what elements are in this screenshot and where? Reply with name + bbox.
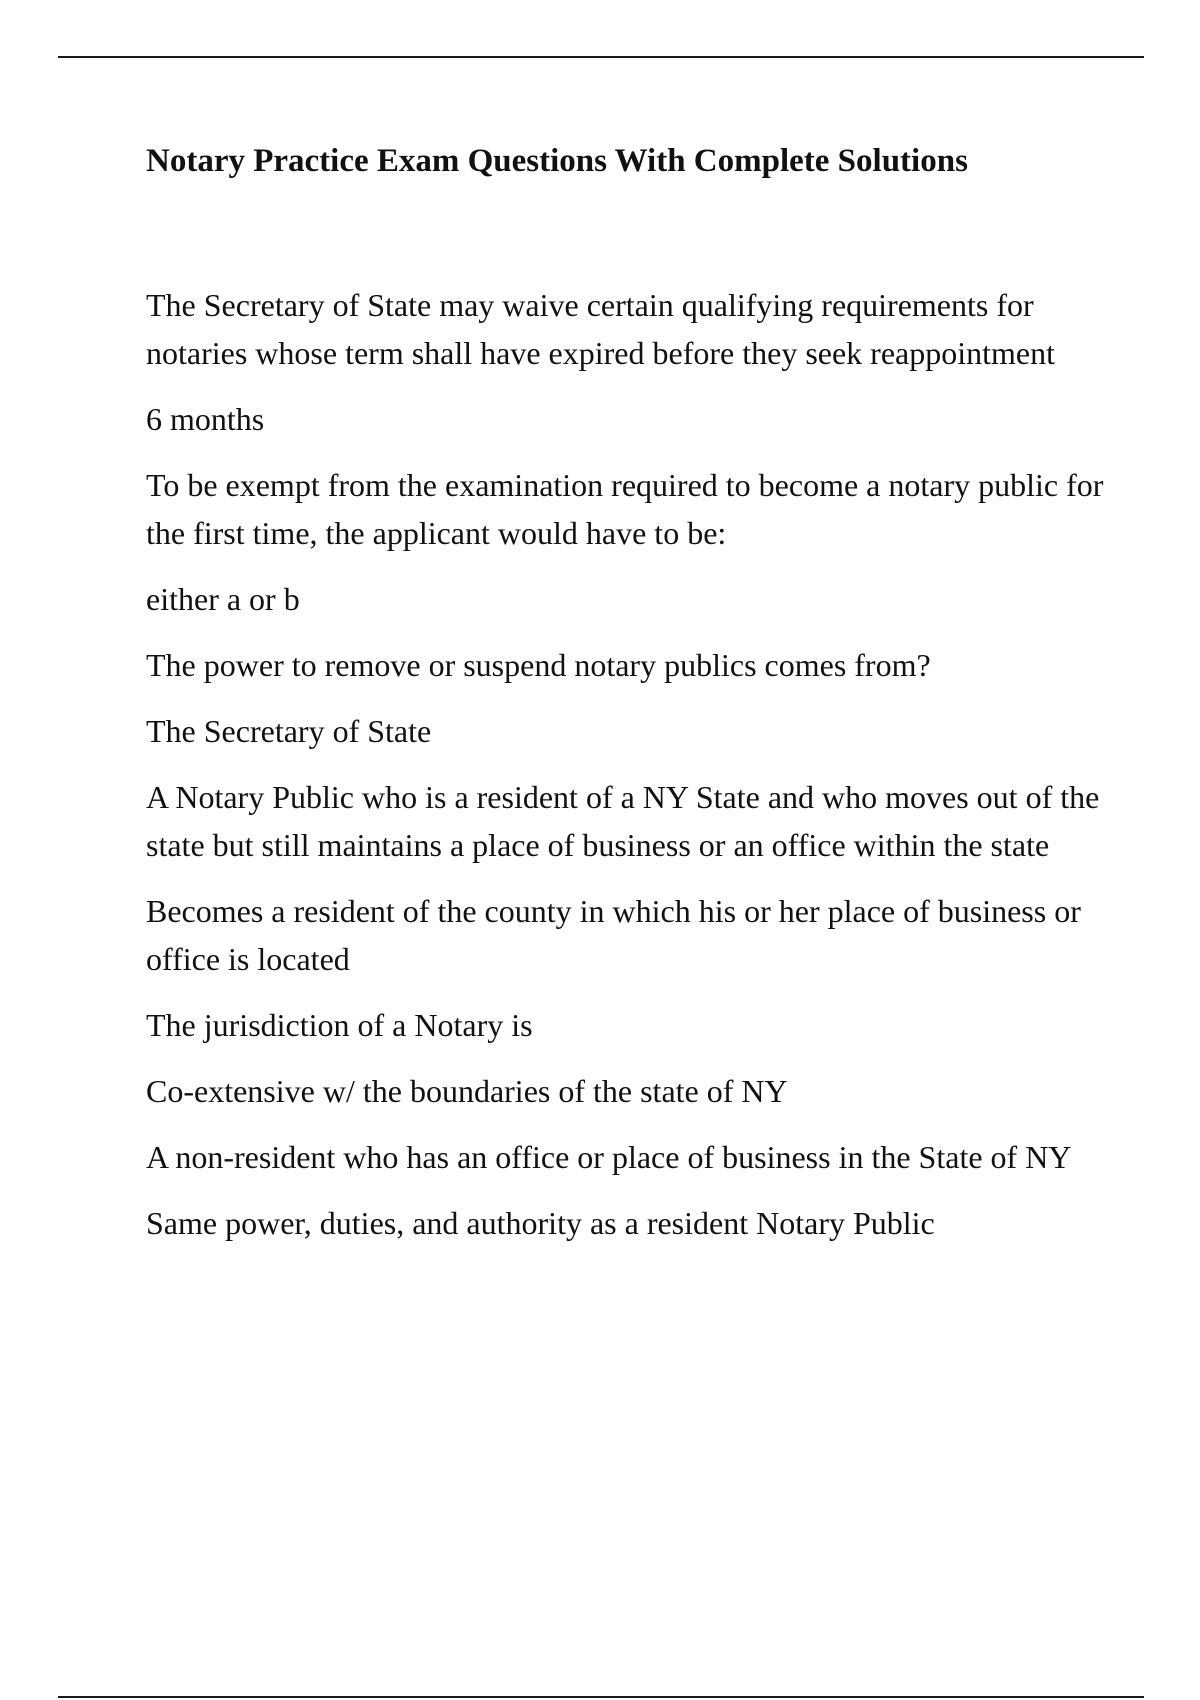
question-text: The jurisdiction of a Notary is [146, 1007, 533, 1043]
question-text: A Notary Public who is a resident of a NY State and who moves out of the state but still maintains a place of business or an office within the state [146, 779, 1100, 863]
question-text: A non-resident who has an office or place of business in the State of NY [146, 1139, 1072, 1175]
answer-text: either a or b [146, 581, 300, 617]
question-text: The power to remove or suspend notary publics comes from? [146, 647, 931, 683]
answer-text: Same power, duties, and authority as a resident Notary Public [146, 1205, 935, 1241]
question-answer-list [146, 281, 1106, 1265]
question-text: The Secretary of State may waive certain qualifying requirements for notaries whose term shall have expired before they seek reappointment [146, 287, 1055, 371]
answer-text: The Secretary of State [146, 713, 432, 749]
bottom-divider [58, 1696, 1144, 1698]
answer-text: Becomes a resident of the county in which his or her place of business or office is located [146, 893, 1081, 977]
top-divider [58, 56, 1144, 58]
document-title: Notary Practice Exam Questions With Complete Solutions [146, 143, 968, 179]
answer-text: 6 months [146, 401, 265, 437]
answer-text: Co-extensive w/ the boundaries of the state of NY [146, 1073, 788, 1109]
question-text: To be exempt from the examination required to become a notary public for the first time, the applicant would have to be: [146, 467, 1104, 551]
